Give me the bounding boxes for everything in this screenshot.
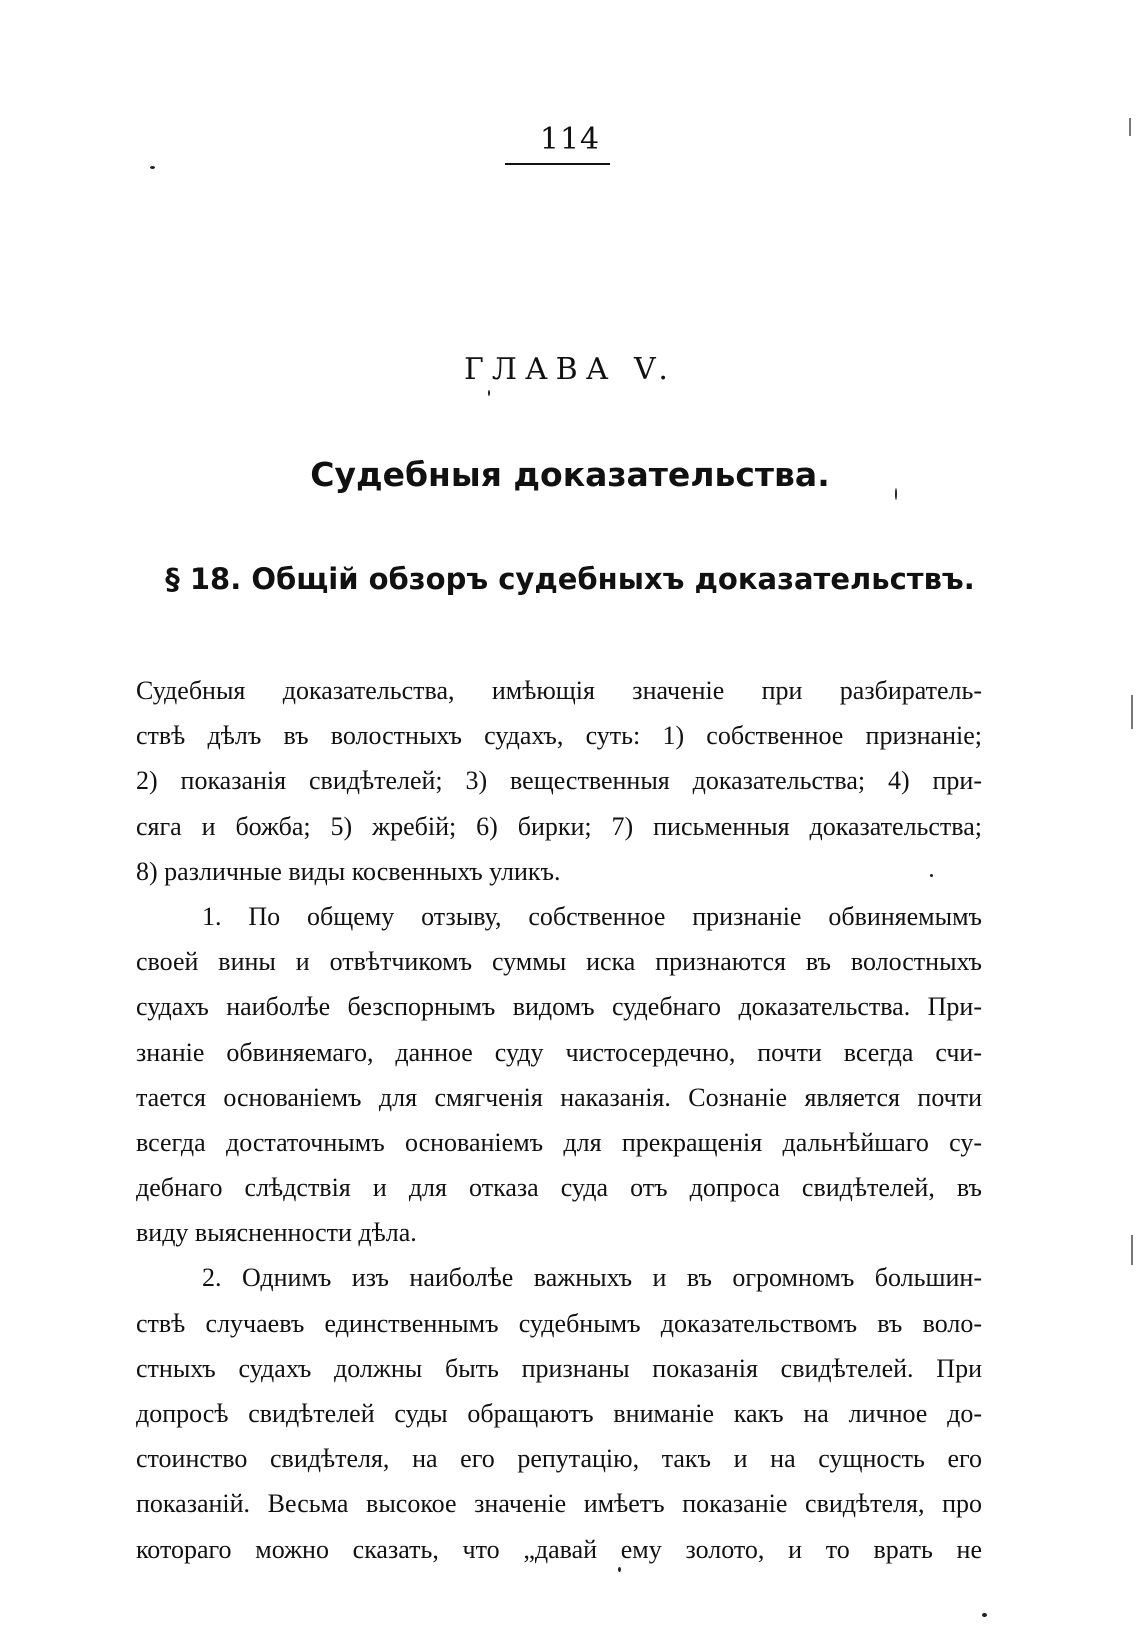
chapter-heading: ГЛАВА V. [464,352,676,387]
text-line: судахъ наиболѣе безспорнымъ видомъ судебнаго доказательства. При- [136,992,982,1022]
body-text [136,668,982,1572]
scan-speck [982,1613,987,1617]
text-line: допросѣ свидѣтелей суды обращаютъ вниманіе какъ на личное до- [136,1399,982,1428]
text-line: виду выясненности дѣла. [136,1218,417,1248]
text-line: ствѣ дѣлъ въ волостныхъ судахъ, суть: 1) собственное признаніе; [136,721,982,751]
text-line: сяга и божба; 5) жребій; 6) бирки; 7) письменныя доказательства; [136,811,982,841]
text-line: своей вины и отвѣтчикомъ суммы иска признаются въ волостныхъ [136,947,982,977]
text-line: знаніе обвиняемаго, данное суду чистосердечно, почти всегда счи- [136,1037,982,1067]
text-line: тается основаніемъ для смягченія наказанія. Сознаніе является почти [136,1082,982,1112]
text-line: 2) показанія свидѣтелей; 3) вещественныя доказательства; 4) при- [136,766,982,796]
scan-speck [488,390,490,396]
text-line: Судебныя доказательства, имѣющія значеніе при разбиратель- [136,676,982,705]
page-edge-mark [1131,1235,1133,1265]
scan-speck [895,488,897,500]
scan-speck [618,1567,621,1572]
text-line: всегда достаточнымъ основаніемъ для прекращенія дальнѣйшаго су- [136,1127,982,1157]
text-line: стоинство свидѣтеля, на его репутацію, такъ и на сущность его [136,1444,982,1474]
page-number-rule [505,163,610,165]
text-line: 8) различные виды косвенныхъ уликъ. [136,856,561,886]
page-edge-mark [1131,695,1133,729]
text-line: ствѣ случаевъ единственнымъ судебнымъ доказательствомъ въ воло- [136,1308,982,1338]
scan-speck [150,166,155,169]
section-heading: § 18. Общій обзоръ судебныхъ доказательствъ. [165,562,975,596]
text-line: 1. По общему отзыву, собственное признаніе обвиняемымъ [202,901,982,931]
text-line: котораго можно сказать, что „давай ему золото, и то врать не [136,1534,982,1564]
text-line: стныхъ судахъ должны быть признаны показанія свидѣтелей. При [136,1353,982,1383]
page-edge-mark [1129,118,1131,136]
scan-speck [930,874,933,877]
page-number: 114 [539,122,601,157]
chapter-title: Судебныя доказательства. [310,455,830,494]
text-line: 2. Однимъ изъ наиболѣе важныхъ и въ огромномъ большин- [202,1263,982,1293]
text-line: показаній. Весьма высокое значеніе имѣетъ показаніе свидѣтеля, про [136,1489,982,1519]
text-line: дебнаго слѣдствія и для отказа суда отъ допроса свидѣтелей, въ [136,1173,982,1203]
